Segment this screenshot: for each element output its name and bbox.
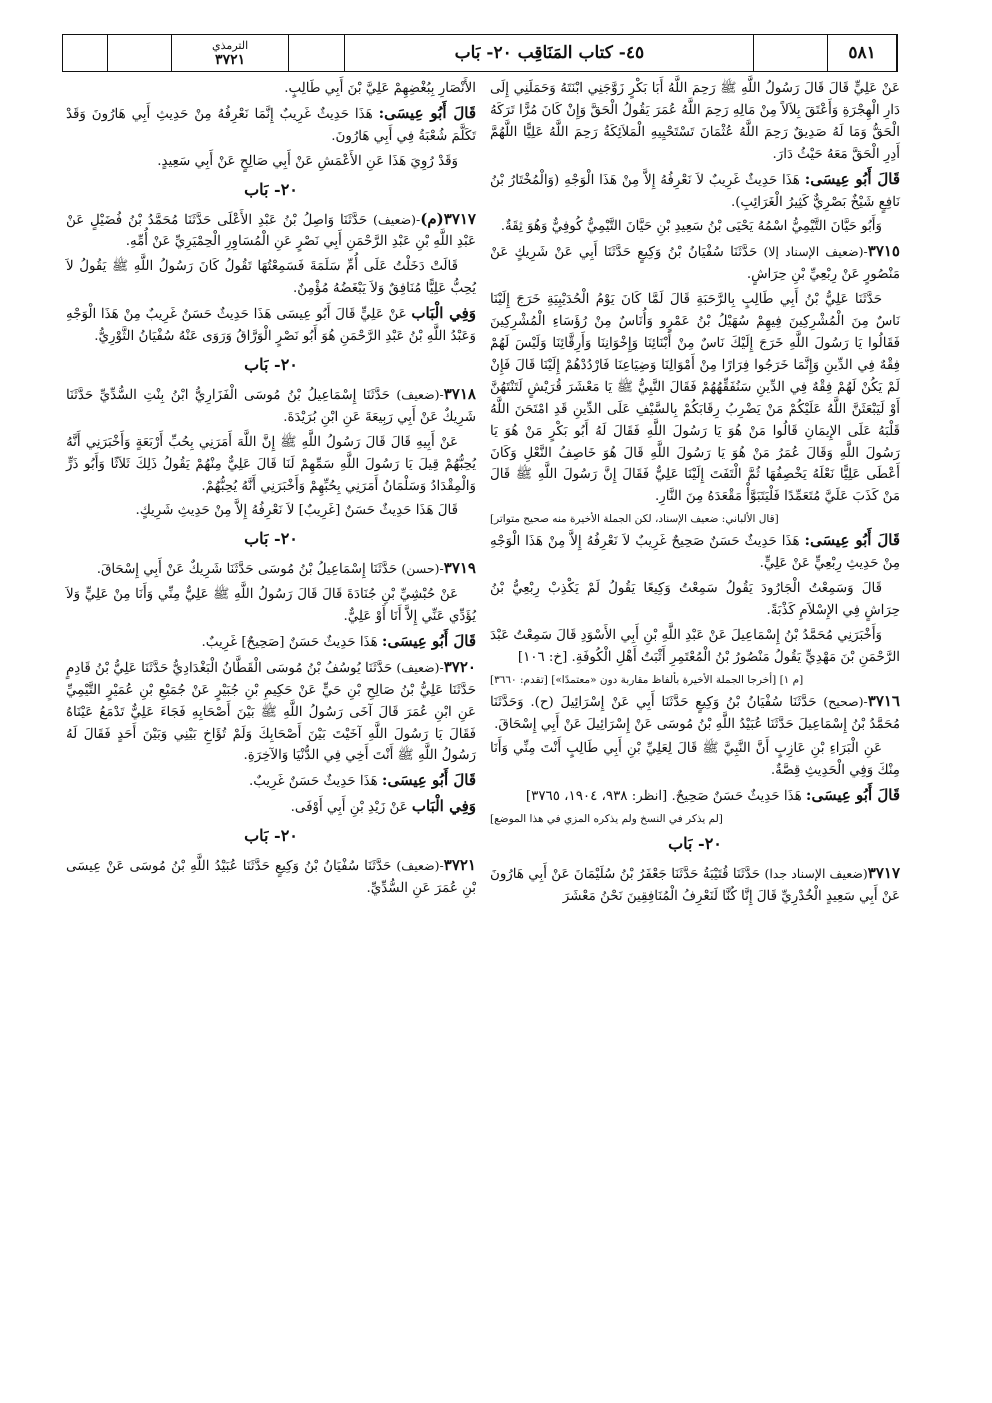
hadith-grade: -(ضعيف) [396, 659, 444, 675]
hadith-isnad: حَدَّثَنَا سُفْيَانُ بْنُ وَكِيعٍ حَدَّثَنَا أَبِي عَنْ شَرِيكٍ عَنْ مَنْصُورٍ عَنْ رِبْعِيِّ بْنِ حِرَاشٍ. [490, 245, 900, 283]
hadith-number: ٣٧٢٠ [443, 657, 476, 676]
hadith-isnad: حَدَّثَنَا سُفْيَانُ بْنُ وَكِيعٍ حَدَّثَنَا أَبِي عَنْ إِسْرَائِيلَ (ح). وَحَدَّثَنَا مُحَمَّدُ بْنُ إِسْمَاعِيلَ حَدَّثَنَا عُبَيْدُ اللَّهِ بْنُ مُوسَى عَنْ إِسْرَائِيلَ عَنْ أَبِي إِسْحَاقَ. [490, 694, 900, 732]
hadith-matn: عَنْ أَبِيهِ قَالَ قَالَ رَسُولُ اللَّهِ ﷺ إِنَّ اللَّهَ أَمَرَنِي بِحُبِّ أَرْبَعَةٍ وَأَخْبَرَنِي أَنَّهُ يُحِبُّهُمْ قِيلَ يَا رَسُولَ اللَّهِ سَمِّهِمْ لَنَا قَالَ عَلِيٌّ مِنْهُمْ يَقُولُ ذَلِكَ ثَلاَثًا وَأَبُو ذَرٍّ وَالْمِقْدَادُ وَسَلْمَانُ أَمَرَنِي بِحُبِّهِمْ وَأَخْبَرَنِي أَنَّهُ يُحِبُّهُمْ. [66, 434, 476, 494]
hadith-number: ٣٧١٧ [867, 864, 901, 883]
hadith-3716 [490, 691, 900, 736]
hadith-3719 [66, 558, 476, 581]
hadith-number: ٣٧١٨ [443, 384, 476, 403]
comment-text: هَذَا حَدِيثٌ حَسَنٌ صَحِيحٌ غَرِيبٌ لاَ نَعْرِفُهُ إِلاَّ مِنْ هَذَا الْوَجْهِ مِنْ حَدِيثِ رِبْعِيٍّ عَنْ عَلِيٍّ. [490, 534, 900, 572]
hadith-text: الأَنْصَارِ بِبُغْضِهِمْ عَلِيَّ بْنَ أَبِي طَالِبٍ. [284, 81, 476, 96]
hadith-grade: -(ضعيف) [396, 858, 444, 874]
hadith-matn: قَالَتْ دَخَلْتُ عَلَى أُمِّ سَلَمَةَ فَسَمِعْتُهَا تَقُولُ كَانَ رَسُولُ اللَّهِ ﷺ يَقُولُ لاَ يُحِبُّ عَلِيًّا مُنَافِقٌ وَلاَ يَبْغَضُهُ مُؤْمِنٌ. [66, 259, 476, 297]
abu-isa-comment [66, 770, 476, 793]
narrator-note: وَأَبُو حَيَّانَ التَّيْمِيُّ اسْمُهُ يَحْيَى بْنُ سَعِيدِ بْنِ حَيَّانَ التَّيْمِيُّ كُوفِيٌّ وَهُوَ ثِقَةٌ. [500, 219, 882, 235]
hadith-isnad: حَدَّثَنَا إِسْمَاعِيلُ بْنُ مُوسَى حَدَّثَنَا شَرِيكٌ عَنْ أَبِي إِسْحَاقَ. [96, 562, 398, 578]
abu-isa-label: قَالَ أَبُو عِيسَى: [381, 771, 476, 790]
chapter-heading: ٢٠- بَاب [244, 354, 298, 374]
hadith-3721 [66, 855, 476, 900]
abu-isa-label: قَالَ أَبُو عِيسَى: [805, 786, 900, 805]
abu-isa-label: قَالَ أَبُو عِيسَى: [804, 531, 900, 550]
comment-text: هَذَا حَدِيثٌ حَسَنٌ [صَحِيحٌ] غَرِيبٌ. [201, 634, 378, 650]
hadith-grade: -(ضعيف الإسناد إلا) [763, 244, 868, 260]
comment-text: هَذَا حَدِيثٌ حَسَنٌ غَرِيبٌ. [248, 774, 378, 790]
hadith-isnad: حَدَّثَنَا إِسْمَاعِيلُ بْنُ مُوسَى الْفَزَارِيُّ ابْنُ بِنْتِ السُّدِّيِّ حَدَّثَنَا شَرِيكٌ عَنْ أَبِي رَبِيعَةَ عَنِ ابْنِ بُرَيْدَةَ. [66, 387, 476, 425]
hadith-grade: -(صحيح) [823, 693, 868, 709]
hadith-number: ٣٧١٧(م) [420, 209, 476, 228]
header-cell-empty [754, 35, 828, 71]
hadith-number: ٣٧١٥ [867, 242, 900, 261]
source-name: الترمذي [212, 38, 249, 52]
fil-bab-label: وَفِي الْبَاب [411, 304, 476, 323]
comment-text: هَذَا حَدِيثٌ غَرِيبٌ إِنَّمَا نَعْرِفُهُ مِنْ حَدِيثِ أَبِي هَارُونَ وَقَدْ تَكَلَّمَ شُعْبَةُ فِي أَبِي هَارُونَ. [66, 106, 476, 144]
hadith-3720 [66, 657, 476, 768]
abu-isa-comment [490, 530, 900, 575]
hadith-grade: -(ضعيف) [372, 211, 421, 227]
narrator-note: وَأَخْبَرَنِي مُحَمَّدُ بْنُ إِسْمَاعِيلَ عَنْ عَبْدِ اللَّهِ بْنِ أَبِي الأَسْوَدِ قَالَ سَمِعْتُ عَبْدَ الرَّحْمَنِ بْنَ مَهْدِيٍّ يَقُولُ مَنْصُورُ بْنُ الْمُعْتَمِرِ أَثْبَتُ أَهْلِ الْكُوفَةِ. [خ: ١٠٦] [490, 627, 900, 665]
header-cell-empty [108, 35, 172, 71]
albani-note: [قال الألباني: ضعيف الإسناد، لكن الجملة الأخيرة منه صحيح متواتر] [490, 513, 779, 526]
abu-isa-comment [66, 103, 476, 148]
hadith-3718 [66, 384, 476, 429]
abu-isa-label: قَالَ أَبُو عِيسَى: [381, 631, 476, 650]
page-header [62, 34, 898, 72]
hadith-grade: -(ضعيف) [396, 386, 444, 402]
hadith-number: ٣٧٢١ [443, 856, 476, 875]
hadith-grade: -(حسن) [401, 561, 444, 577]
chapter-heading: ٢٠- بَاب [244, 179, 298, 199]
abu-isa-comment [490, 169, 900, 214]
header-cell-empty [289, 35, 345, 71]
abu-isa-comment [490, 785, 900, 808]
fil-bab-text: عَنْ عَلِيٍّ قَالَ أَبُو عِيسَى هَذَا حَدِيثٌ حَسَنٌ غَرِيبٌ مِنْ هَذَا الْوَجْهِ وَعَبْدُ اللَّهِ بْنُ عَبْدِ الرَّحْمَنِ هُوَ أَبُو نَصْرٍ الْوَرَّاقُ وَرَوَى عَنْهُ سُفْيَانُ الثَّوْرِيُّ. [66, 307, 476, 345]
hadith-3717m [66, 209, 476, 254]
left-column [66, 78, 476, 903]
hadith-isnad: حَدَّثَنَا يُوسُفُ بْنُ مُوسَى الْقَطَّانُ الْبَغْدَادِيُّ حَدَّثَنَا عَلِيُّ بْنُ قَادِمٍ حَدَّثَنَا عَلِيُّ بْنُ صَالِحِ بْنِ حَيٍّ عَنْ حَكِيمِ بْنِ جُبَيْرٍ عَنْ جُمَيْعِ بْنِ عُمَيْرٍ التَّيْمِيِّ عَنِ ابْنِ عُمَرَ قَالَ آخَى رَسُولُ اللَّهِ ﷺ بَيْنَ أَصْحَابِهِ فَجَاءَ عَلِيٌّ تَدْمَعُ عَيْنَاهُ فَقَالَ يَا رَسُولَ اللَّهِ آخَيْتَ بَيْنَ أَصْحَابِكَ وَلَمْ تُؤَاخِ بَيْنِي وَبَيْنَ أَحَدٍ فَقَالَ لَهُ رَسُولُ اللَّهِ ﷺ أَنْتَ أَخِي فِي الدُّنْيَا وَالآخِرَةِ. [66, 660, 476, 764]
hadith-matn: حَدَّثَنَا عَلِيُّ بْنُ أَبِي طَالِبٍ بِالرَّحَبَةِ قَالَ لَمَّا كَانَ يَوْمُ الْحُدَيْبِيَةِ خَرَجَ إِلَيْنَا نَاسٌ مِنَ الْمُشْرِكِينَ فِيهِمْ سُهَيْلُ بْنُ عَمْرٍو وَأُنَاسٌ مِنْ رُؤَسَاءِ الْمُشْرِكِينَ فَقَالُوا يَا رَسُولَ اللَّهِ خَرَجَ إِلَيْكَ نَاسٌ مِنْ أَبْنَائِنَا وَإِخْوَانِنَا وَأَرِقَّائِنَا وَلَيْسَ لَهُمْ فِقْهٌ فِي الدِّينِ وَإِنَّمَا خَرَجُوا فِرَارًا مِنْ أَمْوَالِنَا وَضِيَاعِنَا فَارْدُدْهُمْ إِلَيْنَا قَالَ فَإِنْ لَمْ يَكُنْ لَهُمْ فِقْهٌ فِي الدِّينِ سَنُفَقِّهُهُمْ فَقَالَ النَّبِيُّ ﷺ يَا مَعْشَرَ قُرَيْشٍ لَتَنْتَهُنَّ أَوْ لَيَبْعَثَنَّ اللَّهُ عَلَيْكُمْ مَنْ يَضْرِبُ رِقَابَكُمْ بِالسَّيْفِ عَلَى الدِّينِ قَدِ امْتَحَنَ اللَّهُ قَلْبَهُ عَلَى الإِيمَانِ قَالُوا مَنْ هُوَ يَا رَسُولَ اللَّهِ فَقَالَ لَهُ أَبُو بَكْرٍ مَنْ هُوَ يَا رَسُولَ اللَّهِ وَقَالَ عُمَرُ مَنْ هُوَ يَا رَسُولَ اللَّهِ قَالَ هُوَ خَاصِفُ النَّعْلِ وَكَانَ أَعْطَى عَلِيًّا نَعْلَهُ يَخْصِفُهَا ثُمَّ الْتَفَتَ إِلَيْنَا عَلِيٌّ فَقَالَ إِنَّ رَسُولَ اللَّهِ ﷺ قَالَ مَنْ كَذَبَ عَلَيَّ مُتَعَمِّدًا فَلْيَتَبَوَّأْ مَقْعَدَهُ مِنَ النَّارِ. [490, 292, 900, 505]
comment-text: قَالَ هَذَا حَدِيثٌ حَسَنٌ [غَرِيبٌ] لاَ نَعْرِفُهُ إِلاَّ مِنْ حَدِيثِ شَرِيكٍ. [135, 503, 458, 519]
abu-isa-label: قَالَ أَبُو عِيسَى: [378, 103, 476, 122]
editor-note: [لم يذكر في النسخ ولم يذكره المزي في هذا الموضع] [490, 813, 723, 826]
abu-isa-label: قَالَ أَبُو عِيسَى: [804, 169, 900, 188]
hadith-number: ٣٧١٦ [867, 691, 900, 710]
source-number: ٣٧٢١ [215, 51, 246, 68]
hadith-isnad: حَدَّثَنَا قُتَيْبَةُ حَدَّثَنَا جَعْفَرُ بْنُ سُلَيْمَانَ عَنْ أَبِي هَارُونَ عَنْ أَبِي سَعِيدٍ الْخُدْرِيِّ قَالَ إِنَّا كُنَّا لَنَعْرِفُ الْمُنَافِقِينَ نَحْنُ مَعْشَرَ [490, 867, 900, 904]
abu-isa-comment [66, 631, 476, 654]
hadith-number: ٣٧١٩ [443, 559, 476, 578]
header-cell-empty [63, 35, 108, 71]
chapter-heading: ٢٠- بَاب [668, 834, 722, 854]
comment-text: هَذَا حَدِيثٌ حَسَنٌ صَحِيحٌ. [انظر: ٩٣٨، ١٩٠٤، ٣٧٦٥] [525, 789, 802, 805]
hadith-matn: عَنِ الْبَرَاءِ بْنِ عَازِبٍ أَنَّ النَّبِيَّ ﷺ قَالَ لِعَلِيِّ بْنِ أَبِي طَالِبٍ أَنْتَ مِنِّي وَأَنَا مِنْكَ وَفِي الْحَدِيثِ قِصَّةٌ. [490, 741, 900, 779]
hadith-isnad: حَدَّثَنَا سُفْيَانُ بْنُ وَكِيعٍ حَدَّثَنَا عُبَيْدُ اللَّهِ بْنُ مُوسَى عَنْ عِيسَى بْنِ عُمَرَ عَنِ السُّدِّيِّ. [66, 859, 476, 896]
fil-bab [66, 796, 476, 819]
hadith-isnad: حَدَّثَنَا وَاصِلُ بْنُ عَبْدِ الأَعْلَى حَدَّثَنَا مُحَمَّدُ بْنُ فُضَيْلٍ عَنْ عَبْدِ اللَّهِ بْنِ عَبْدِ الرَّحْمَنِ أَبِي نَصْرٍ عَنِ الْمُسَاوِرِ الْحِمْيَرِيِّ عَنْ أُمِّهِ. [66, 212, 476, 250]
narrator-note: وَقَدْ رُوِيَ هَذَا عَنِ الأَعْمَشِ عَنْ أَبِي صَالِحٍ عَنْ أَبِي سَعِيدٍ. [157, 153, 458, 169]
hadith-matn: عَنْ حُبْشِيِّ بْنِ جُنَادَةَ قَالَ قَالَ رَسُولُ اللَّهِ ﷺ عَلِيٌّ مِنِّي وَأَنَا مِنْ عَلِيٍّ وَلاَ يُؤَدِّي عَنِّي إِلاَّ أَنَا أَوْ عَلِيٌّ. [66, 587, 476, 625]
comment-text: هَذَا حَدِيثٌ غَرِيبٌ لاَ نَعْرِفُهُ إِلاَّ مِنْ هَذَا الْوَجْهِ (وَالْمُخْتَارُ بْنُ نَافِعٍ شَيْخٌ بَصْرِيٌّ كَثِيرُ الْغَرَائِبِ). [490, 172, 900, 210]
fil-bab [66, 303, 476, 348]
book-title: ٤٥- كتاب المَنَاقِب ٢٠- بَاب [345, 35, 754, 71]
hadith-text: عَنْ عَلِيٍّ قَالَ قَالَ رَسُولُ اللَّهِ ﷺ رَحِمَ اللَّهُ أَبَا بَكْرٍ زَوَّجَنِي ابْنَتَهُ وَحَمَلَنِي إِلَى دَارِ الْهِجْرَةِ وَأَعْتَقَ بِلاَلاً مِنْ مَالِهِ رَحِمَ اللَّهُ عُمَرَ يَقُولُ الْحَقَّ وَإِنْ كَانَ مُرًّا تَرَكَهُ الْحَقُّ وَمَا لَهُ صَدِيقٌ رَحِمَ اللَّهُ عُثْمَانَ تَسْتَحْيِيهِ الْمَلاَئِكَةُ رَحِمَ اللَّهُ عَلِيًّا اللَّهُمَّ أَدِرِ الْحَقَّ مَعَهُ حَيْثُ دَارَ. [490, 81, 900, 162]
hadith-3715 [490, 241, 900, 286]
chapter-heading: ٢٠- بَاب [244, 826, 298, 846]
narrator-note: قَالَ وَسَمِعْتُ الْجَارُودَ يَقُولُ سَمِعْتُ وَكِيعًا يَقُولُ لَمْ يَكْذِبْ رِبْعِيُّ بْنُ حِرَاشٍ فِي الإِسْلاَمِ كَذْبَةً. [490, 581, 900, 618]
page-number: ٥٨١ [828, 35, 897, 71]
fil-bab-label: وَفِي الْبَاب [411, 797, 476, 816]
fil-bab-text: عَنْ زَيْدِ بْنِ أَبِي أَوْفَى. [290, 800, 408, 816]
hadith-3717 [490, 863, 900, 908]
hadith-grade: (ضعيف الإسناد جدا) [764, 866, 868, 882]
header-source-box [172, 35, 290, 71]
takhrij-note: [م ١] [أخرجا الجملة الأخيرة بألفاظ مقاربة دون «معتمدًا»] [تقدم: ٣٦٦٠] [490, 673, 804, 686]
right-column [490, 78, 900, 911]
chapter-heading: ٢٠- بَاب [244, 529, 298, 549]
